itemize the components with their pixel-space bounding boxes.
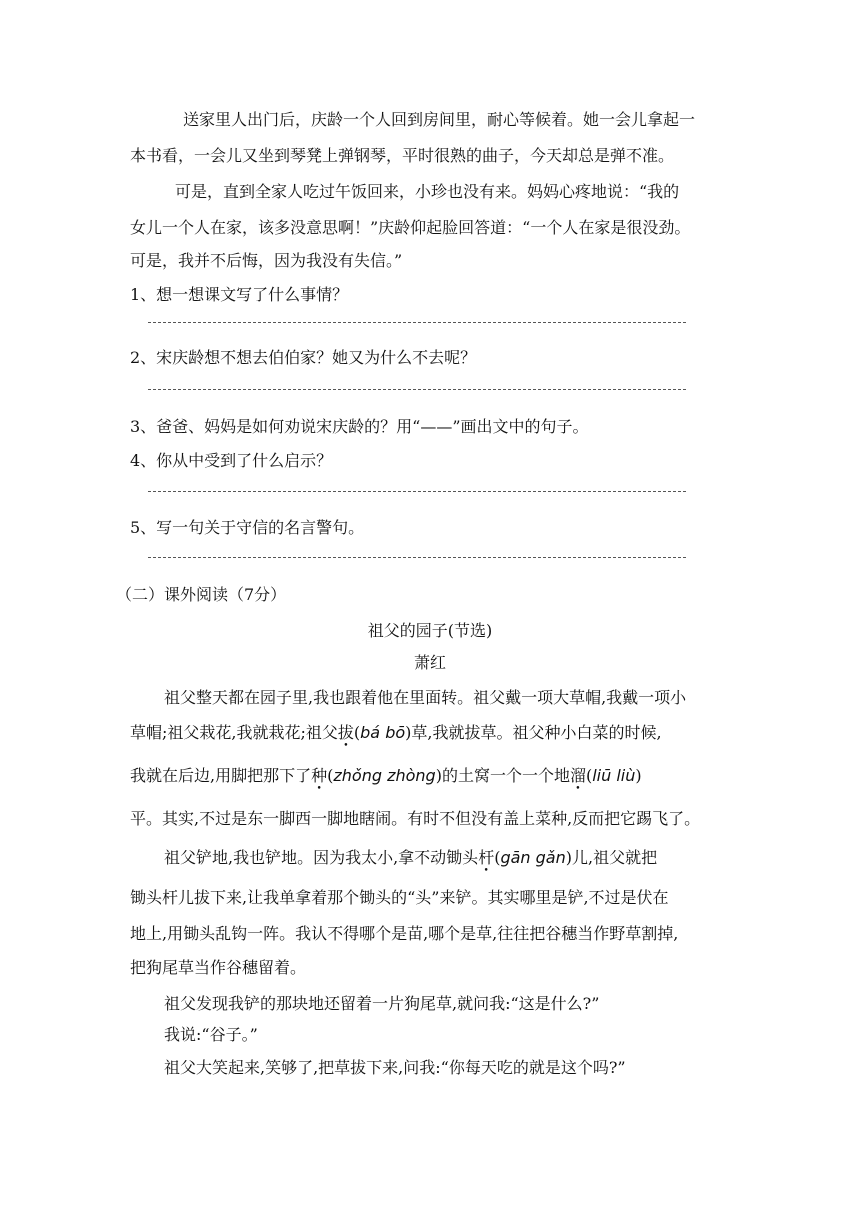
passage2-line [130, 766, 642, 786]
passage2-line: 锄头杆儿拔下来,让我单拿着那个锄头的“头”来铲。其实哪里是铲,不过是伏在 [130, 888, 669, 907]
answer-line-2[interactable] [148, 389, 686, 390]
pinyin-options: gān gǎn [500, 848, 566, 867]
passage1-line: 女儿一个人在家，该多没意思啊！”庆龄仰起脸回答道：“一个人在家是很没劲。 [130, 218, 691, 237]
passage1-line: 本书看，一会儿又坐到琴凳上弹钢琴，平时很熟的曲子，今天却总是弹不准。 [130, 146, 675, 165]
passage2-line: 把狗尾草当作谷穗留着。 [130, 958, 307, 977]
pinyin-options: bá bō [360, 723, 406, 742]
dotted-character: 杆 [478, 848, 495, 867]
text-segment: ) [635, 766, 642, 785]
text-segment: ( [494, 848, 501, 867]
dotted-character: 溜 [569, 766, 586, 785]
question-1: 1、想一想课文写了什么事情？ [130, 285, 349, 304]
question-2: 2、宋庆龄想不想去伯伯家？她又为什么不去呢？ [130, 348, 477, 367]
dotted-character: 种 [311, 766, 328, 785]
text-segment: )草,我就拔草。祖父种小白菜的时候, [405, 723, 662, 742]
pinyin-options: zhǒng zhòng [333, 766, 436, 785]
text-segment: ( [327, 766, 334, 785]
text-segment: ( [585, 766, 593, 785]
passage2-line: 地上,用锄头乱钩一阵。我认不得哪个是苗,哪个是草,往往把谷穗当作野草割掉, [130, 924, 679, 943]
passage2-line: 祖父发现我铲的那块地还留着一片狗尾草,就问我:“这是什么?” [164, 994, 600, 1013]
passage2-line [164, 848, 657, 868]
dotted-character: 拔 [337, 723, 354, 742]
passage1-line: 可是，我并不后悔，因为我没有失信。” [130, 251, 403, 270]
passage1-line: 可是，直到全家人吃过午饭回来，小珍也没有来。妈妈心疼地说：“我的 [175, 182, 680, 201]
answer-line-5[interactable] [148, 557, 686, 558]
passage2-line: 平。其实,不过是东一脚西一脚地瞎闹。有时不但没有盖上菜种,反而把它踢飞了。 [130, 809, 701, 828]
passage1-line: 送家里人出门后，庆龄一个人回到房间里，耐心等候着。她一会儿拿起一 [183, 110, 696, 129]
text-segment: )儿,祖父就把 [565, 848, 658, 867]
answer-line-4[interactable] [148, 491, 686, 492]
question-4: 4、你从中受到了什么启示？ [130, 451, 333, 470]
passage2-line: 祖父大笑起来,笑够了,把草拔下来,问我:“你每天吃的就是这个吗?” [164, 1058, 626, 1077]
passage2-line: 祖父整天都在园子里,我也跟着他在里面转。祖父戴一项大草帽,我戴一项小 [164, 688, 687, 707]
question-5: 5、写一句关于守信的名言警句。 [130, 518, 365, 537]
passage2-line: 我说:“谷子。” [164, 1025, 258, 1044]
passage-title: 祖父的园子(节选) [367, 621, 493, 640]
passage-author: 萧红 [413, 653, 446, 672]
text-segment: 草帽;祖父栽花,我就栽花;祖父 [130, 723, 338, 742]
section-heading: （二）课外阅读（7分） [116, 585, 287, 604]
passage2-line [130, 723, 662, 743]
text-segment: 祖父铲地,我也铲地。因为我太小,拿不动锄头 [164, 848, 479, 867]
question-3: 3、爸爸、妈妈是如何劝说宋庆龄的？用“——”画出文中的句子。 [130, 417, 589, 436]
text-segment: )的土窝一个一个地 [435, 766, 570, 785]
text-segment: ( [353, 723, 361, 742]
text-segment: 我就在后边,用脚把那下了 [130, 766, 312, 785]
answer-line-1[interactable] [148, 322, 686, 323]
pinyin-options: liū liù [592, 766, 636, 785]
